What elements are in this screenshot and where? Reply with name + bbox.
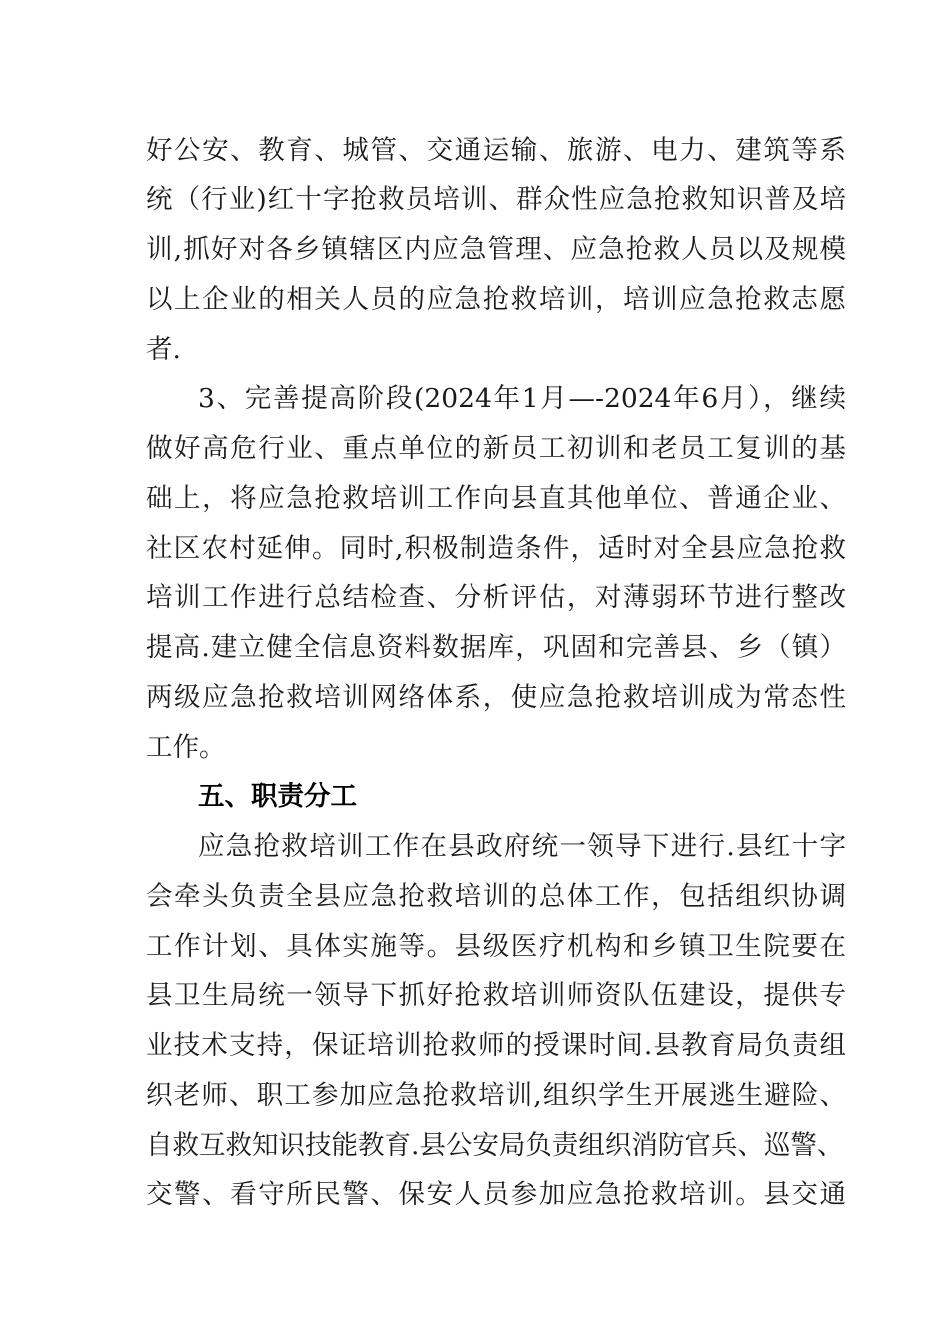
body-text-line: 两级应急抢救培训网络体系，使应急抢救培训成为常态性 [146, 682, 846, 713]
body-text-line: 织老师、职工参加应急抢救培训,组织学生开展逃生避险、 [146, 1080, 846, 1111]
body-text-line: 好公安、教育、城管、交通运输、旅游、电力、建筑等系 [146, 135, 846, 166]
body-text-line: 提高.建立健全信息资料数据库，巩固和完善县、乡（镇） [146, 632, 846, 663]
body-text-line: 者. [146, 334, 181, 365]
body-text-line: 应急抢救培训工作在县政府统一领导下进行.县红十字 [198, 831, 846, 862]
body-text-line: 社区农村延伸。同时,积极制造条件，适时对全县应急抢救 [146, 533, 846, 564]
body-text-line: 县卫生局统一领导下抓好抢救培训师资队伍建设，提供专 [146, 980, 846, 1011]
body-text-line: 培训工作进行总结检查、分析评估，对薄弱环节进行整改 [146, 582, 846, 613]
body-text-line: 统（行业)红十字抢救员培训、群众性应急抢救知识普及培 [146, 184, 846, 215]
body-text-line: 自救互救知识技能教育.县公安局负责组织消防官兵、巡警、 [146, 1130, 844, 1161]
body-text-line: 以上企业的相关人员的应急抢救培训，培训应急抢救志愿 [146, 284, 846, 315]
section-heading: 五、职责分工 [198, 781, 357, 812]
body-text-line: 工作计划、具体实施等。县级医疗机构和乡镇卫生院要在 [146, 931, 846, 962]
body-text-line: 会牵头负责全县应急抢救培训的总体工作，包括组织协调 [146, 881, 846, 912]
body-text-line: 做好高危行业、重点单位的新员工初训和老员工复训的基 [146, 433, 846, 464]
body-text-line: 交警、看守所民警、保安人员参加应急抢救培训。县交通 [146, 1179, 846, 1210]
body-text-line: 础上，将应急抢救培训工作向县直其他单位、普通企业、 [146, 483, 846, 514]
body-text-line: 训,抓好对各乡镇辖区内应急管理、应急抢救人员以及规模 [146, 234, 846, 265]
body-text-line: 业技术支持，保证培训抢救师的授课时间.县教育局负责组 [146, 1030, 846, 1061]
body-text-line: 工作。 [146, 732, 226, 763]
body-text-line: 3、完善提高阶段(2024年1月—-2024年6月），继续 [198, 383, 846, 414]
